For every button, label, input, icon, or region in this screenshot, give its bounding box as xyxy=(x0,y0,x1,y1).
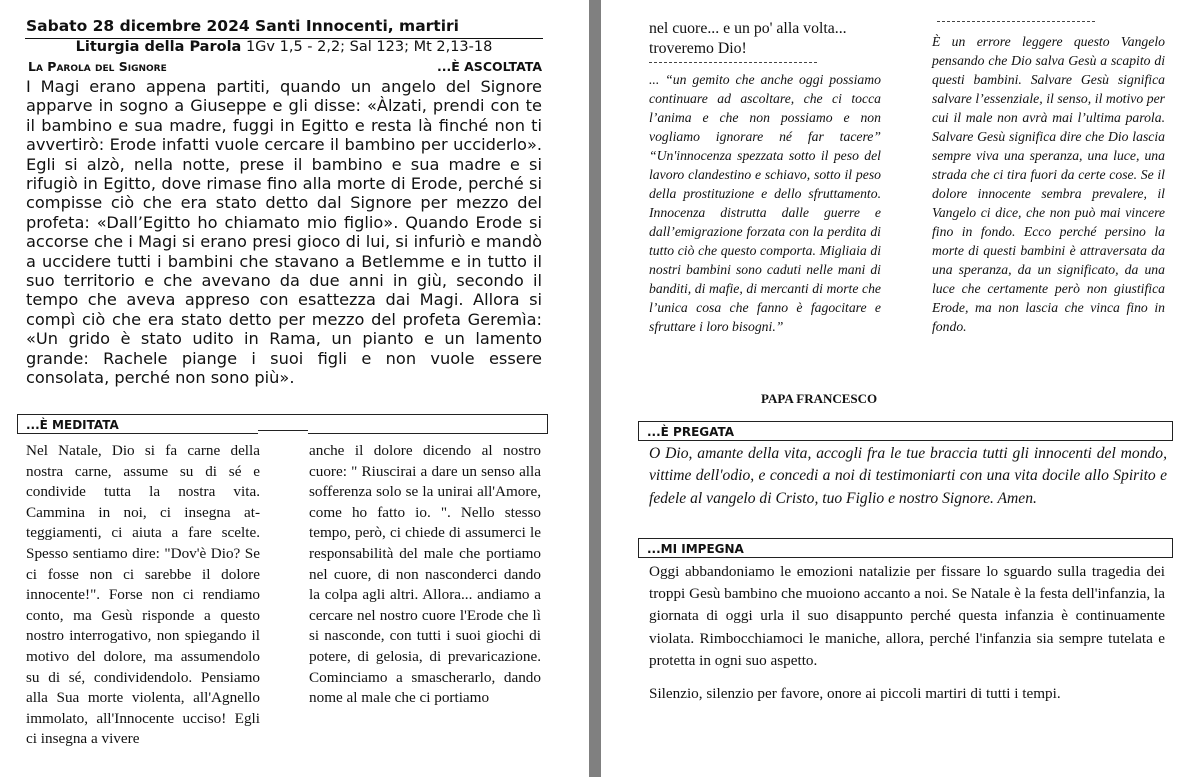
dashed-divider xyxy=(649,62,817,63)
impegna-text: Oggi abbandoniamo le emozioni natalizie per fissare lo sguardo sulla tragedia dei troppi Gesù bambino che muoiono accanto a noi. Se Natale è la festa dell'infanzia, la giornata di oggi urla il suo disappunto perché questa infanzia è continuamente violata. Rimbocchiamoci le maniche, allora, perché l'infanzia sia sempre tutelata e protetta in ogni suo aspetto. xyxy=(649,563,1165,669)
column-gap-divider xyxy=(258,430,308,439)
pregata-section-header xyxy=(638,421,1173,441)
meditata-label: ...È MEDITATA xyxy=(26,418,119,432)
right-page xyxy=(601,0,1184,777)
meditata-column-2: anche il dolore dicendo al nostro cuore: " Riuscirai a dare un senso alla sofferenza solo se la unirai all'Amore, come ho fatto io. ". Nello stesso tempo, però, ci chiede di assumerci le responsabilità del male che portiamo nel cuore, di non nasconderci dando la colpa agli altri. Allora... andiamo a cercare nel nostro cuore l'Erode che lì si nasconde, con tutti i suoi giochi di potere, di gelosia, di prevaricazione. Cominciamo a smascherarlo, dando nome al male che ci portiamo xyxy=(309,442,541,707)
impegna-section-header xyxy=(638,538,1173,558)
left-page xyxy=(0,0,589,777)
liturgy-label: Liturgia della Parola xyxy=(75,39,242,55)
parola-label: La Parola del Signore xyxy=(28,59,167,74)
pregata-label: ...È PREGATA xyxy=(647,425,735,439)
pope-quote: ... “un gemito che anche oggi possiamo continuare ad ascoltare, che ci tocca l’anima e che non possiamo e non vogliamo ignorare né far tacere” “Un'innocenza spezzata sotto il peso del lavoro clandestino e schiavo, sotto il peso della prostituzione e dello sfruttamento. Innocenza distrutta dalle guerre e dall’emigrazione forzata con la perdita di tutto ciò che questo comporta. Migliaia di nostri bambini sono caduti nelle mani di banditi, di mafie, di mercanti di morte che l’unica cosa che fanno è fagocitare e sfruttare i loro bisogni.” xyxy=(649,72,881,334)
meditata-continuation: nel cuore... e un po' alla volta... troveremo Dio! xyxy=(649,20,847,57)
liturgy-line xyxy=(25,39,543,55)
ascoltata-label: ...È ASCOLTATA xyxy=(437,59,542,74)
silence-text: Silenzio, silenzio per favore, onore ai piccoli martiri di tutti i tempi. xyxy=(649,685,1061,702)
impegna-label: ...MI IMPEGNA xyxy=(647,542,744,556)
page-date-title: Sabato 28 dicembre 2024 Santi Innocenti, martiri xyxy=(26,17,459,35)
gospel-text: I Magi erano appena partiti, quando un angelo del Signore apparve in sogno a Giuseppe e gli disse: «Àlzati, prendi con te il bambino e sua madre, fuggi in Egitto e resta là finché non ti avvertirò: Erode infatti vuole cercare il bambino per ucciderlo». Egli si alzò, nella notte, prese il bambino e sua madre e si rifugiò in Egitto, dove rimase fino alla morte di Erode, perché si compisse ciò che era stato detto dal Signore per mezzo del profeta: «Dall’Egitto ho chiamato mio figlio». Quando Erode si accorse che i Magi si erano presi gioco di lui, si infuriò e mandò a uccidere tutti i bambini che stavano a Betlemme e in tutto il suo territorio e che avevano da due anni in giù, secondo il tempo che aveva appreso con esattezza dai Magi. Allora si compì ciò che era stato detto per mezzo del profeta Geremìa: «Un grido è stato udito in Rama, un pianto e un lamento grande: Rachele piange i suoi figli e non vuole essere consolata, perché non sono più». xyxy=(26,77,542,388)
page-gutter xyxy=(589,0,601,777)
prayer-text: O Dio, amante della vita, accogli fra le tue braccia tutti gli innocenti del mondo, vittime dell'odio, e concedi a noi di testimoniarti con una vita docile allo Spirito e fedele al vangelo di Cristo, tuo Figlio e nostro Signore. Amen. xyxy=(649,445,1167,507)
dashed-divider xyxy=(937,21,1095,22)
reflection-text: È un errore leggere questo Vangelo pensando che Dio salva Gesù a scapito di questi bambini. Salvare Gesù significa salvare l’essenziale, il senso, il motivo per cui il male non avrà mai l’ultima parola. Salvare Gesù significa dire che Dio lascia sempre viva una speranza, una luce, una strada che ci tira fuori da certe cose. Se il dolore innocente sembra prevalere, il Vangelo ci dice, che non può mai vincere fino in fondo. Ecco perché persino la morte di questi bambini è attraversata da una speranza, da un significato, da una luce che certamente però non giustifica Erode, ma non lascia che vinca fino in fondo. xyxy=(932,34,1165,334)
liturgy-refs: 1Gv 1,5 - 2,2; Sal 123; Mt 2,13-18 xyxy=(241,39,493,55)
meditata-column-1: Nel Natale, Dio si fa carne della nostra carne, assume su di sé e condivide tutta la nostra vita. Cammina in noi, ci insegna atteggiamenti, ci aiuta a fare scelte. Spesso sentiamo dire: "Dov'è Dio? Se ci fosse non ci sarebbe il dolore innocente!". Forse non ci rendiamo conto, ma Gesù risponde a questo nostro interrogativo, non spiegando il motivo del dolore, ma assumendolo su di sé, condividendolo. Pensiamo alla Sua morte violenta, all'Agnello immolato, all'Innocente ucciso! Egli ci insegna a vivere xyxy=(26,442,260,748)
quote-author: PAPA FRANCESCO xyxy=(761,391,878,406)
